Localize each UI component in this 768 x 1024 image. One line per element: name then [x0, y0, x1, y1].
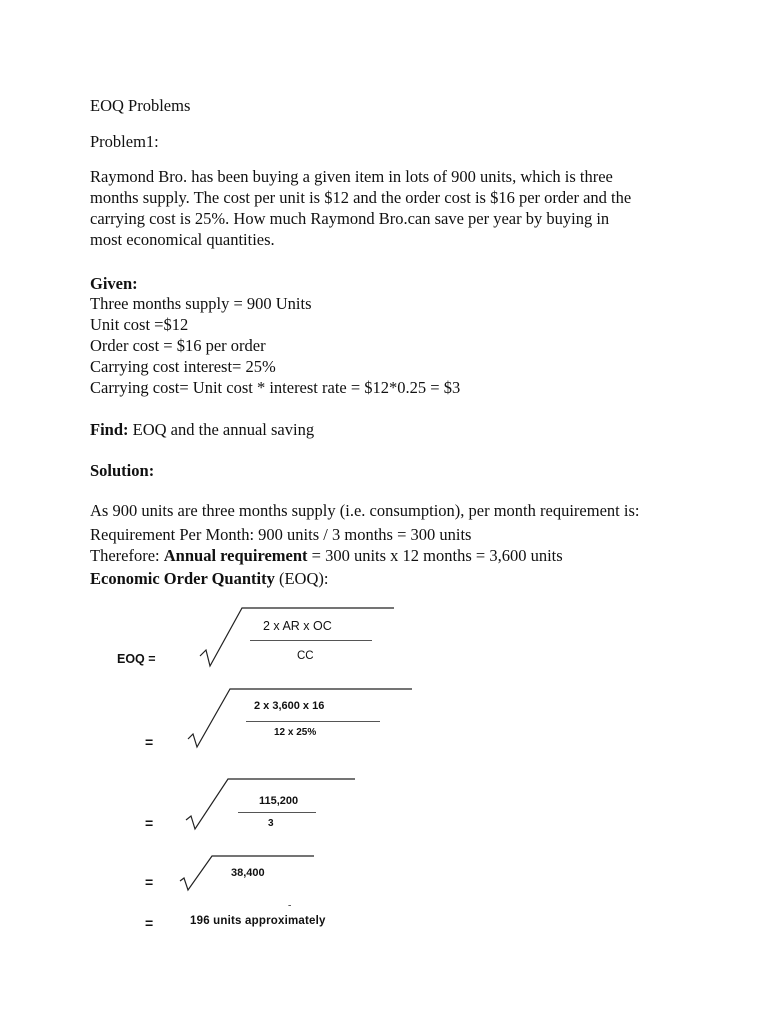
fraction-bar [250, 640, 372, 641]
eoq-heading-suffix: (EOQ): [274, 569, 329, 588]
problem-line: Raymond Bro. has been buying a given item in lots of 900 units, which is three [90, 167, 613, 186]
eoq-heading [90, 568, 328, 589]
equals-sign-5: = [145, 915, 154, 931]
problem-line: months supply. The cost per unit is $12 and the order cost is $16 per order and the [90, 188, 632, 207]
step3-numerator: 115,200 [259, 795, 299, 807]
eoq-heading-label: Economic Order Quantity [90, 569, 275, 588]
given-item: Three months supply = 900 Units [90, 294, 312, 313]
step1-numerator: 2 x AR x OC [263, 619, 332, 633]
eoq-result: 196 units approximately [190, 915, 326, 927]
solution-line-1: As 900 units are three months supply (i.e. consumption), per month requirement is: [90, 501, 640, 520]
find-label: Find: [90, 420, 129, 439]
given-list [90, 293, 460, 398]
document-title: EOQ Problems [90, 96, 191, 115]
equals-sign-2: = [145, 734, 154, 750]
problem-line: most economical quantities. [90, 230, 275, 249]
step2-numerator: 2 x 3,600 x 16 [254, 700, 325, 712]
step4-value: 38,400 [231, 867, 265, 879]
solution-line-2: Requirement Per Month: 900 units / 3 months = 300 units [90, 525, 472, 544]
equals-sign-3: = [145, 815, 154, 831]
problem-label: Problem1: [90, 132, 159, 151]
solution-line-3 [90, 545, 563, 566]
problem-line: carrying cost is 25%. How much Raymond Bro.can save per year by buying in [90, 209, 610, 228]
given-item: Unit cost =$12 [90, 315, 189, 334]
step3-denominator: 3 [268, 818, 274, 829]
stray-mark: - [288, 900, 292, 911]
step1-denominator: CC [297, 650, 314, 662]
solution-heading: Solution: [90, 461, 155, 480]
annual-requirement-value: = 300 units x 12 months = 3,600 units [307, 546, 563, 565]
find-text: EOQ and the annual saving [128, 420, 315, 439]
given-item: Carrying cost interest= 25% [90, 357, 276, 376]
equals-sign-4: = [145, 874, 154, 890]
fraction-bar [246, 721, 380, 722]
given-item: Order cost = $16 per order [90, 336, 266, 355]
eoq-lhs: EOQ = [117, 652, 156, 666]
fraction-bar [238, 812, 316, 813]
given-item: Carrying cost= Unit cost * interest rate = $12*0.25 = $3 [90, 378, 461, 397]
annual-requirement-label: Annual requirement [163, 546, 308, 565]
radical-sign-2 [186, 685, 416, 753]
problem-statement [90, 166, 631, 250]
given-heading: Given: [90, 274, 138, 293]
therefore-prefix: Therefore: [90, 546, 164, 565]
step2-denominator: 12 x 25% [274, 727, 317, 738]
find-line [90, 419, 314, 440]
